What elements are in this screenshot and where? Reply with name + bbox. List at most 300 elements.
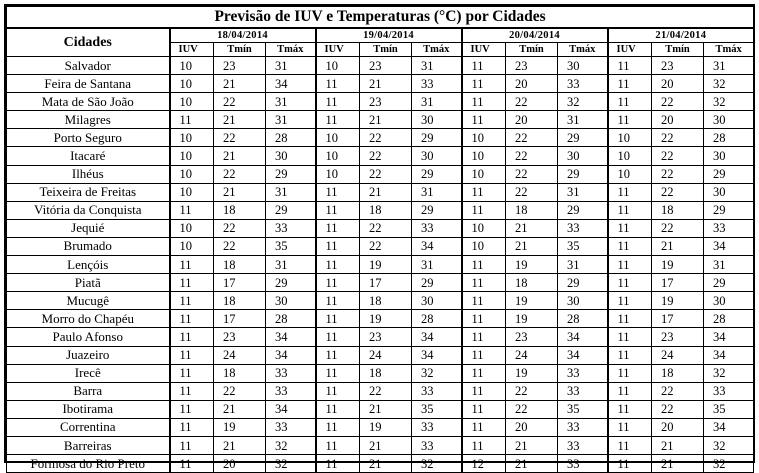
value-cell: 19 [652, 292, 704, 310]
table-row [7, 93, 754, 111]
value-cell: 22 [506, 129, 558, 147]
value-cell: 22 [506, 183, 558, 201]
column-header-tmax: Tmáx [558, 43, 608, 57]
value-cell: 11 [608, 237, 652, 255]
value-cell: 11 [462, 274, 506, 292]
value-cell: 11 [316, 455, 360, 473]
city-name: Brumado [7, 237, 170, 255]
value-cell: 30 [266, 147, 316, 165]
value-cell: 21 [214, 183, 266, 201]
value-cell: 11 [608, 256, 652, 274]
value-cell: 33 [558, 436, 608, 454]
value-cell: 21 [214, 436, 266, 454]
value-cell: 11 [608, 364, 652, 382]
value-cell: 23 [360, 93, 412, 111]
value-cell: 22 [652, 129, 704, 147]
value-cell: 24 [652, 346, 704, 364]
value-cell: 34 [412, 328, 462, 346]
value-cell: 11 [170, 382, 214, 400]
city-name: Lençóis [7, 256, 170, 274]
value-cell: 20 [506, 111, 558, 129]
value-cell: 22 [506, 382, 558, 400]
value-cell: 10 [462, 147, 506, 165]
value-cell: 11 [316, 274, 360, 292]
value-cell: 11 [316, 400, 360, 418]
value-cell: 28 [558, 310, 608, 328]
value-cell: 34 [266, 400, 316, 418]
value-cell: 11 [316, 364, 360, 382]
value-cell: 32 [412, 455, 462, 473]
date-header: 19/04/2014 [316, 28, 462, 43]
value-cell: 17 [214, 310, 266, 328]
value-cell: 31 [704, 57, 754, 75]
value-cell: 11 [608, 292, 652, 310]
date-header: 21/04/2014 [608, 28, 754, 43]
value-cell: 20 [506, 418, 558, 436]
value-cell: 10 [170, 57, 214, 75]
city-name: Morro do Chapéu [7, 310, 170, 328]
value-cell: 11 [316, 346, 360, 364]
value-cell: 11 [316, 183, 360, 201]
value-cell: 21 [360, 436, 412, 454]
value-cell: 11 [462, 400, 506, 418]
table-row [7, 436, 754, 454]
value-cell: 29 [558, 201, 608, 219]
date-header: 20/04/2014 [462, 28, 608, 43]
value-cell: 10 [608, 165, 652, 183]
column-header-iuv: IUV [170, 43, 214, 57]
value-cell: 33 [266, 219, 316, 237]
city-name: Teixeira de Freitas [7, 183, 170, 201]
value-cell: 28 [704, 129, 754, 147]
value-cell: 29 [558, 129, 608, 147]
column-header-tmax: Tmáx [704, 43, 754, 57]
value-cell: 31 [558, 111, 608, 129]
value-cell: 33 [704, 382, 754, 400]
city-name: Ibotirama [7, 400, 170, 418]
value-cell: 22 [214, 237, 266, 255]
value-cell: 21 [652, 455, 704, 473]
forecast-table [6, 6, 754, 473]
city-name: Milagres [7, 111, 170, 129]
value-cell: 10 [170, 237, 214, 255]
value-cell: 32 [704, 455, 754, 473]
value-cell: 31 [412, 93, 462, 111]
value-cell: 33 [412, 382, 462, 400]
value-cell: 19 [360, 418, 412, 436]
value-cell: 33 [412, 418, 462, 436]
value-cell: 21 [506, 237, 558, 255]
value-cell: 10 [462, 129, 506, 147]
value-cell: 11 [316, 237, 360, 255]
city-name: Jequié [7, 219, 170, 237]
value-cell: 32 [558, 93, 608, 111]
value-cell: 11 [316, 418, 360, 436]
value-cell: 32 [266, 436, 316, 454]
value-cell: 35 [412, 400, 462, 418]
value-cell: 30 [558, 57, 608, 75]
value-cell: 31 [412, 57, 462, 75]
value-cell: 11 [462, 310, 506, 328]
value-cell: 29 [558, 165, 608, 183]
value-cell: 22 [360, 165, 412, 183]
value-cell: 11 [316, 256, 360, 274]
value-cell: 18 [652, 364, 704, 382]
value-cell: 11 [316, 436, 360, 454]
value-cell: 11 [170, 364, 214, 382]
value-cell: 23 [360, 328, 412, 346]
value-cell: 23 [506, 328, 558, 346]
value-cell: 33 [266, 364, 316, 382]
value-cell: 30 [704, 183, 754, 201]
value-cell: 11 [170, 455, 214, 473]
value-cell: 19 [214, 418, 266, 436]
value-cell: 34 [412, 237, 462, 255]
value-cell: 11 [462, 75, 506, 93]
value-cell: 17 [214, 274, 266, 292]
value-cell: 33 [558, 382, 608, 400]
value-cell: 31 [266, 256, 316, 274]
city-name: Irecê [7, 364, 170, 382]
value-cell: 11 [316, 310, 360, 328]
value-cell: 21 [214, 400, 266, 418]
table-row [7, 346, 754, 364]
table-row [7, 292, 754, 310]
table-row [7, 129, 754, 147]
value-cell: 11 [462, 201, 506, 219]
value-cell: 11 [170, 310, 214, 328]
city-name: Itacaré [7, 147, 170, 165]
city-name: Mucugê [7, 292, 170, 310]
value-cell: 22 [360, 129, 412, 147]
value-cell: 10 [462, 237, 506, 255]
table-row [7, 111, 754, 129]
value-cell: 33 [412, 75, 462, 93]
table-row [7, 364, 754, 382]
date-header: 18/04/2014 [170, 28, 316, 43]
value-cell: 10 [170, 93, 214, 111]
value-cell: 21 [214, 75, 266, 93]
value-cell: 11 [462, 436, 506, 454]
value-cell: 11 [316, 111, 360, 129]
value-cell: 21 [360, 75, 412, 93]
value-cell: 11 [462, 183, 506, 201]
value-cell: 30 [412, 292, 462, 310]
value-cell: 22 [214, 93, 266, 111]
value-cell: 11 [170, 346, 214, 364]
value-cell: 33 [558, 219, 608, 237]
table-row [7, 147, 754, 165]
value-cell: 11 [462, 346, 506, 364]
value-cell: 10 [316, 165, 360, 183]
city-name: Formosa do Rio Preto [7, 455, 170, 473]
value-cell: 22 [506, 93, 558, 111]
value-cell: 32 [704, 436, 754, 454]
value-cell: 33 [266, 418, 316, 436]
forecast-table-frame [4, 4, 755, 471]
value-cell: 21 [214, 111, 266, 129]
value-cell: 11 [316, 292, 360, 310]
value-cell: 34 [558, 346, 608, 364]
value-cell: 11 [462, 328, 506, 346]
value-cell: 20 [652, 75, 704, 93]
value-cell: 22 [652, 382, 704, 400]
value-cell: 18 [360, 292, 412, 310]
value-cell: 30 [704, 111, 754, 129]
value-cell: 28 [412, 310, 462, 328]
value-cell: 31 [266, 93, 316, 111]
value-cell: 11 [608, 274, 652, 292]
value-cell: 30 [412, 147, 462, 165]
value-cell: 11 [462, 111, 506, 129]
value-cell: 30 [704, 292, 754, 310]
value-cell: 35 [704, 400, 754, 418]
value-cell: 30 [558, 147, 608, 165]
value-cell: 11 [170, 328, 214, 346]
value-cell: 18 [652, 201, 704, 219]
value-cell: 35 [558, 237, 608, 255]
value-cell: 10 [608, 129, 652, 147]
value-cell: 19 [506, 256, 558, 274]
value-cell: 18 [214, 201, 266, 219]
city-name: Salvador [7, 57, 170, 75]
city-name: Barra [7, 382, 170, 400]
value-cell: 22 [652, 93, 704, 111]
table-row [7, 274, 754, 292]
table-row [7, 418, 754, 436]
value-cell: 10 [170, 219, 214, 237]
value-cell: 29 [412, 165, 462, 183]
value-cell: 22 [652, 219, 704, 237]
value-cell: 18 [360, 364, 412, 382]
value-cell: 21 [360, 183, 412, 201]
value-cell: 31 [266, 111, 316, 129]
value-cell: 10 [316, 147, 360, 165]
value-cell: 34 [412, 346, 462, 364]
city-name: Correntina [7, 418, 170, 436]
value-cell: 11 [462, 382, 506, 400]
column-header-tmin: Tmín [214, 43, 266, 57]
value-cell: 10 [316, 129, 360, 147]
value-cell: 11 [316, 75, 360, 93]
value-cell: 33 [558, 455, 608, 473]
value-cell: 34 [704, 346, 754, 364]
value-cell: 11 [608, 93, 652, 111]
city-name: Porto Seguro [7, 129, 170, 147]
value-cell: 31 [704, 256, 754, 274]
value-cell: 29 [266, 201, 316, 219]
value-cell: 34 [704, 418, 754, 436]
value-cell: 11 [462, 418, 506, 436]
value-cell: 30 [412, 111, 462, 129]
value-cell: 34 [704, 237, 754, 255]
value-cell: 11 [316, 328, 360, 346]
value-cell: 23 [214, 328, 266, 346]
value-cell: 22 [214, 382, 266, 400]
value-cell: 28 [266, 310, 316, 328]
value-cell: 21 [652, 237, 704, 255]
value-cell: 11 [608, 57, 652, 75]
city-name: Piatã [7, 274, 170, 292]
value-cell: 10 [608, 147, 652, 165]
table-row [7, 165, 754, 183]
value-cell: 34 [558, 328, 608, 346]
table-row [7, 75, 754, 93]
city-name: Vitória da Conquista [7, 201, 170, 219]
value-cell: 29 [266, 274, 316, 292]
value-cell: 10 [462, 219, 506, 237]
value-cell: 18 [506, 274, 558, 292]
value-cell: 31 [266, 183, 316, 201]
value-cell: 22 [360, 147, 412, 165]
value-cell: 11 [170, 436, 214, 454]
value-cell: 18 [506, 201, 558, 219]
value-cell: 21 [360, 400, 412, 418]
value-cell: 11 [462, 364, 506, 382]
value-cell: 21 [506, 219, 558, 237]
value-cell: 34 [266, 328, 316, 346]
value-cell: 24 [506, 346, 558, 364]
value-cell: 19 [360, 310, 412, 328]
value-cell: 24 [214, 346, 266, 364]
value-cell: 11 [316, 93, 360, 111]
value-cell: 23 [652, 57, 704, 75]
city-name: Paulo Afonso [7, 328, 170, 346]
value-cell: 22 [360, 382, 412, 400]
value-cell: 35 [266, 237, 316, 255]
column-header-iuv: IUV [608, 43, 652, 57]
city-column-header: Cidades [7, 28, 170, 57]
value-cell: 11 [608, 382, 652, 400]
value-cell: 11 [170, 201, 214, 219]
value-cell: 17 [652, 274, 704, 292]
value-cell: 20 [214, 455, 266, 473]
value-cell: 33 [704, 219, 754, 237]
value-cell: 28 [704, 310, 754, 328]
value-cell: 21 [360, 455, 412, 473]
value-cell: 11 [462, 292, 506, 310]
value-cell: 32 [704, 75, 754, 93]
column-header-iuv: IUV [462, 43, 506, 57]
value-cell: 29 [704, 274, 754, 292]
value-cell: 11 [608, 455, 652, 473]
value-cell: 11 [608, 400, 652, 418]
value-cell: 21 [360, 111, 412, 129]
value-cell: 20 [506, 75, 558, 93]
value-cell: 29 [704, 165, 754, 183]
value-cell: 35 [558, 400, 608, 418]
value-cell: 23 [506, 57, 558, 75]
column-header-iuv: IUV [316, 43, 360, 57]
value-cell: 10 [170, 147, 214, 165]
table-title: Previsão de IUV e Temperaturas (°C) por Cidades [7, 7, 754, 29]
value-cell: 30 [558, 292, 608, 310]
table-row [7, 382, 754, 400]
value-cell: 34 [266, 346, 316, 364]
table-row [7, 328, 754, 346]
city-name: Barreiras [7, 436, 170, 454]
table-row [7, 237, 754, 255]
value-cell: 33 [266, 382, 316, 400]
value-cell: 17 [360, 274, 412, 292]
table-row [7, 310, 754, 328]
value-cell: 22 [506, 400, 558, 418]
value-cell: 33 [412, 219, 462, 237]
value-cell: 22 [360, 219, 412, 237]
table-row [7, 219, 754, 237]
city-name: Mata de São João [7, 93, 170, 111]
value-cell: 28 [266, 129, 316, 147]
value-cell: 11 [608, 418, 652, 436]
value-cell: 10 [170, 129, 214, 147]
value-cell: 33 [558, 364, 608, 382]
value-cell: 23 [652, 328, 704, 346]
value-cell: 11 [608, 436, 652, 454]
value-cell: 31 [412, 183, 462, 201]
value-cell: 33 [412, 436, 462, 454]
table-row [7, 183, 754, 201]
value-cell: 11 [462, 93, 506, 111]
value-cell: 29 [558, 274, 608, 292]
value-cell: 32 [704, 364, 754, 382]
value-cell: 34 [266, 75, 316, 93]
column-header-tmax: Tmáx [266, 43, 316, 57]
value-cell: 11 [170, 400, 214, 418]
table-row [7, 400, 754, 418]
value-cell: 22 [506, 147, 558, 165]
value-cell: 31 [266, 57, 316, 75]
value-cell: 18 [214, 292, 266, 310]
value-cell: 32 [266, 455, 316, 473]
value-cell: 18 [360, 201, 412, 219]
value-cell: 11 [170, 274, 214, 292]
value-cell: 31 [412, 256, 462, 274]
value-cell: 22 [214, 219, 266, 237]
value-cell: 23 [214, 57, 266, 75]
value-cell: 10 [170, 165, 214, 183]
value-cell: 10 [170, 75, 214, 93]
value-cell: 11 [170, 256, 214, 274]
value-cell: 21 [214, 147, 266, 165]
value-cell: 18 [214, 364, 266, 382]
table-row [7, 256, 754, 274]
value-cell: 11 [608, 201, 652, 219]
value-cell: 21 [506, 455, 558, 473]
value-cell: 22 [360, 237, 412, 255]
value-cell: 23 [360, 57, 412, 75]
value-cell: 29 [412, 129, 462, 147]
value-cell: 29 [266, 165, 316, 183]
value-cell: 11 [316, 201, 360, 219]
value-cell: 19 [360, 256, 412, 274]
value-cell: 33 [558, 75, 608, 93]
value-cell: 20 [652, 418, 704, 436]
value-cell: 19 [506, 364, 558, 382]
value-cell: 11 [608, 219, 652, 237]
value-cell: 22 [506, 165, 558, 183]
value-cell: 19 [652, 256, 704, 274]
column-header-tmin: Tmín [360, 43, 412, 57]
value-cell: 30 [704, 147, 754, 165]
value-cell: 10 [316, 57, 360, 75]
value-cell: 17 [652, 310, 704, 328]
column-header-tmax: Tmáx [412, 43, 462, 57]
table-row [7, 201, 754, 219]
value-cell: 21 [652, 436, 704, 454]
value-cell: 29 [412, 201, 462, 219]
value-cell: 20 [652, 111, 704, 129]
city-name: Feira de Santana [7, 75, 170, 93]
